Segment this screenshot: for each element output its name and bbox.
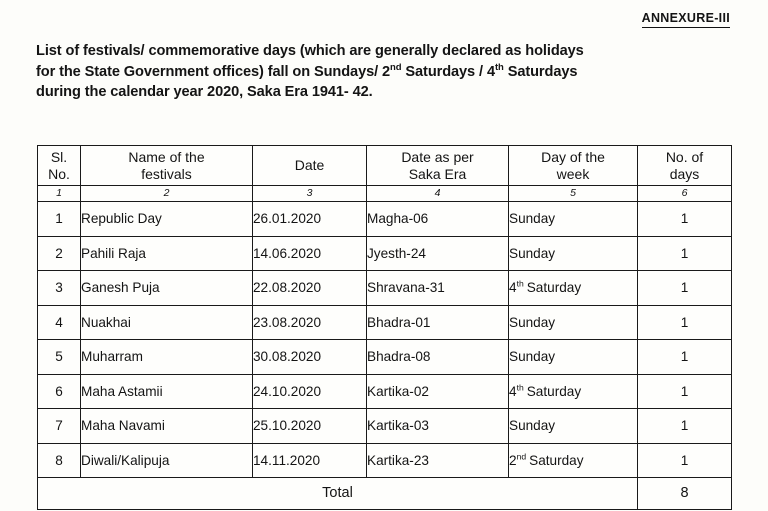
total-row: [38, 478, 732, 510]
column-header-sl-no: Sl. No.: [38, 146, 81, 186]
table-column-number-row: [38, 186, 732, 202]
annexure-heading-row: [642, 9, 730, 28]
cell-no-of-days: 1: [638, 443, 732, 478]
column-number-day-of-week: 5: [509, 186, 638, 202]
cell-saka-date: Magha-06: [367, 202, 509, 237]
cell-sl-no: 7: [38, 409, 81, 444]
cell-saka-date: Bhadra-01: [367, 305, 509, 340]
column-number-name: 2: [81, 186, 253, 202]
table-row: [38, 340, 732, 375]
ordinal-superscript: th: [516, 278, 524, 289]
total-value: 8: [638, 478, 732, 510]
title-superscript: th: [494, 61, 504, 73]
cell-day-of-week: Sunday: [509, 409, 638, 444]
column-header-name: Name of the festivals: [81, 146, 253, 186]
table-row: [38, 305, 732, 340]
title-superscript: nd: [390, 61, 402, 73]
column-header-date: Date: [253, 146, 367, 186]
column-number-sl-no: 1: [38, 186, 81, 202]
cell-no-of-days: 1: [638, 236, 732, 271]
column-header-saka-date: Date as per Saka Era: [367, 146, 509, 186]
holidays-table: [37, 145, 732, 510]
cell-sl-no: 4: [38, 305, 81, 340]
title-line-2: for the State Government offices) fall on Sundays/ 2nd Saturdays / 4th Saturdays: [36, 61, 578, 80]
table-row: [38, 443, 732, 478]
cell-saka-date: Kartika-23: [367, 443, 509, 478]
cell-date: 26.01.2020: [253, 202, 367, 237]
table-header-row: [38, 146, 732, 186]
cell-festival: Nuakhai: [81, 305, 253, 340]
cell-no-of-days: 1: [638, 340, 732, 375]
cell-no-of-days: 1: [638, 374, 732, 409]
cell-date: 14.06.2020: [253, 236, 367, 271]
table-body: [38, 202, 732, 478]
document-title-block: [36, 41, 736, 103]
cell-no-of-days: 1: [638, 202, 732, 237]
table-row: [38, 374, 732, 409]
cell-date: 22.08.2020: [253, 271, 367, 306]
table-row: [38, 236, 732, 271]
holidays-table-wrapper: [37, 145, 731, 510]
column-header-day-of-week: Day of the week: [509, 146, 638, 186]
table-header: [38, 146, 732, 202]
cell-saka-date: Shravana-31: [367, 271, 509, 306]
cell-date: 14.11.2020: [253, 443, 367, 478]
column-header-no-of-days: No. of days: [638, 146, 732, 186]
ordinal-superscript: th: [516, 381, 524, 392]
cell-day-of-week: Sunday: [509, 236, 638, 271]
column-number-date: 3: [253, 186, 367, 202]
cell-sl-no: 6: [38, 374, 81, 409]
column-number-no-of-days: 6: [638, 186, 732, 202]
column-number-saka-date: 4: [367, 186, 509, 202]
cell-festival: Muharram: [81, 340, 253, 375]
cell-day-of-week: Sunday: [509, 340, 638, 375]
cell-no-of-days: 1: [638, 409, 732, 444]
annexure-label: ANNEXURE-III: [642, 11, 730, 28]
title-line-1: List of festivals/ commemorative days (which are generally declared as holidays: [36, 43, 584, 59]
cell-date: 25.10.2020: [253, 409, 367, 444]
cell-date: 24.10.2020: [253, 374, 367, 409]
title-line-3: during the calendar year 2020, Saka Era 1941- 42.: [36, 84, 373, 100]
cell-saka-date: Jyesth-24: [367, 236, 509, 271]
table-row: [38, 409, 732, 444]
cell-day-of-week: Sunday: [509, 202, 638, 237]
cell-festival: Republic Day: [81, 202, 253, 237]
cell-day-of-week: 2nd Saturday: [509, 443, 638, 478]
cell-festival: Diwali/Kalipuja: [81, 443, 253, 478]
cell-saka-date: Bhadra-08: [367, 340, 509, 375]
cell-saka-date: Kartika-02: [367, 374, 509, 409]
cell-festival: Maha Astamii: [81, 374, 253, 409]
cell-day-of-week: 4th Saturday: [509, 374, 638, 409]
cell-saka-date: Kartika-03: [367, 409, 509, 444]
cell-day-of-week: 4th Saturday: [509, 271, 638, 306]
cell-sl-no: 3: [38, 271, 81, 306]
ordinal-superscript: nd: [516, 450, 527, 461]
table-row: [38, 202, 732, 237]
cell-festival: Pahili Raja: [81, 236, 253, 271]
cell-sl-no: 2: [38, 236, 81, 271]
cell-date: 23.08.2020: [253, 305, 367, 340]
cell-sl-no: 5: [38, 340, 81, 375]
cell-no-of-days: 1: [638, 305, 732, 340]
table-row: [38, 271, 732, 306]
cell-day-of-week: Sunday: [509, 305, 638, 340]
table-footer: [38, 478, 732, 510]
cell-festival: Maha Navami: [81, 409, 253, 444]
cell-sl-no: 1: [38, 202, 81, 237]
cell-no-of-days: 1: [638, 271, 732, 306]
cell-festival: Ganesh Puja: [81, 271, 253, 306]
cell-date: 30.08.2020: [253, 340, 367, 375]
total-label: Total: [38, 478, 638, 510]
cell-sl-no: 8: [38, 443, 81, 478]
